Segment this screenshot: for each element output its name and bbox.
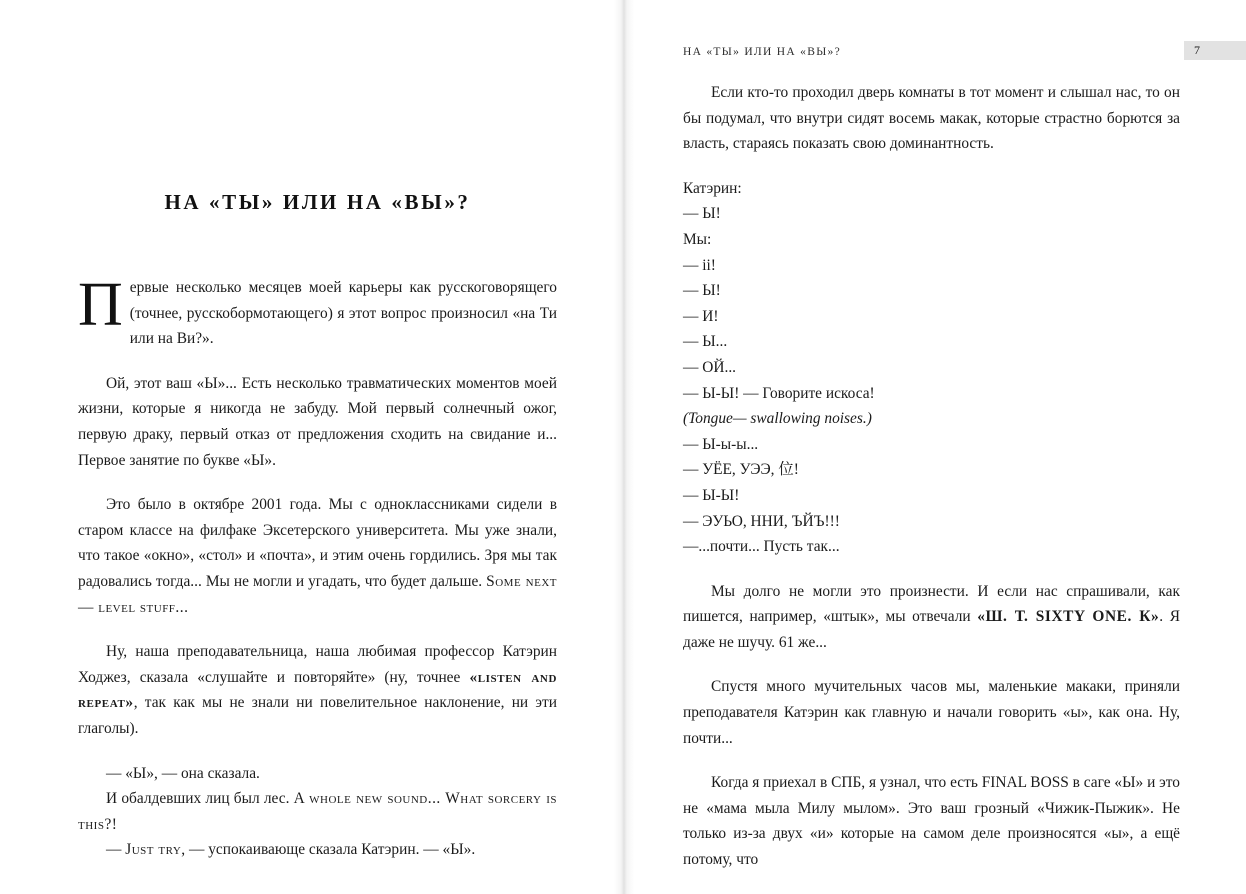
- transcript-line-0: Катэрин:: [683, 179, 742, 197]
- paragraph-r4: Когда я приехал в СПБ, я узнал, что есть FINAL BOSS в саге «Ы» и это не «мама мыла Милу мылом». Это ваш грозный «Чижик-Пыжик». Не только из-за двух «и» которые на самом деле произносятся «ы», а ещё потому, что: [683, 774, 1180, 869]
- dialogue-transcript: [683, 176, 1180, 560]
- right-page-body: [683, 0, 1180, 873]
- paragraph-3-latin: Some next — level stuff...: [78, 572, 557, 616]
- paragraph-4-text-before: Ну, наша преподавательница, наша любимая профессор Катэрин Ходжез, сказала «слушайте и повторяйте» (ну, точнее: [78, 643, 557, 686]
- closing-text: И обалдевших лиц был лес.: [106, 790, 294, 808]
- paragraph-r1: Если кто-то проходил дверь комнаты в тот момент и слышал нас, то он бы подумал, что внутри сидят восемь макак, которые страстно борются за власть, стараясь показать свою доминантность.: [683, 84, 1180, 153]
- transcript-line-14: —...почти... Пусть так...: [683, 538, 840, 556]
- closing-latin: A whole new sound... What sorcery is this?!: [78, 790, 557, 833]
- paragraph-text: ервые несколько месяцев моей карьеры как русскоговорящего (точнее, русскобормотающего) я этот вопрос произносил «на Ти или на Ви?».: [129, 279, 557, 348]
- paragraph-4: [78, 639, 557, 741]
- transcript-line-3: — ii!: [683, 256, 716, 274]
- page-number: 7: [1184, 41, 1246, 60]
- running-head: НА «ТЫ» ИЛИ НА «ВЫ»?: [683, 46, 841, 58]
- paragraph-r3: Спустя много мучительных часов мы, маленькие макаки, приняли преподавателя Катэрин как главную и начали говорить «ы», как она. Ну, почти...: [683, 678, 1180, 747]
- right-page: [623, 0, 1246, 894]
- transcript-line-7: — ОЙ...: [683, 358, 737, 376]
- page-title: НА «ТЫ» ИЛИ НА «ВЫ»?: [164, 190, 471, 214]
- transcript-line-9: (Tongue— swallowing noises.): [683, 410, 872, 428]
- transcript-line-1: — Ы!: [683, 205, 721, 223]
- paragraph-4-text-after: , так как мы не знали ни повелительное наклонение, ни эти глаголы).: [78, 694, 557, 737]
- paragraph-opening: [78, 271, 557, 352]
- transcript-line-5: — И!: [683, 307, 719, 325]
- paragraph-4-latin: «listen and repeat»: [78, 668, 558, 712]
- paragraph-3-text: Это было в октябре 2001 года. Мы с одноклассниками сидели в старом классе на филфаке Эксетерского университета. Мы уже знали, что такое «окно», «стол» и «почта», и этим очень гордились. Зря мы так радовались тогда... Мы не могли и угадать, что будет дальше.: [78, 496, 557, 590]
- transcript-line-4: — Ы!: [683, 282, 721, 300]
- transcript-line-8: — Ы-Ы! — Говорите искоса!: [683, 384, 875, 402]
- dialogue-block: [78, 761, 557, 863]
- dialogue-final: [78, 837, 557, 863]
- transcript-line-13: — ЭУЬО, ННИ, ЪЙЪ!!!: [683, 512, 840, 530]
- paragraph-2: Ой, этот ваш «Ы»... Есть несколько травматических моментов моей жизни, которые я никогда не забуду. Мой первый солнечный ожог, первую драку, первый отказ от предложения сходить на свидание и... Первое занятие по букве «Ы».: [78, 374, 557, 469]
- paragraph-r2-after: . Я даже не шучу. 61 же...: [683, 608, 1180, 651]
- paragraph-r2: [683, 579, 1180, 656]
- transcript-line-6: — Ы...: [683, 333, 728, 351]
- chapter-title-block: [78, 190, 557, 215]
- drop-cap: П: [78, 271, 123, 339]
- final-after: , — успокаивающе сказала Катэрин. — «Ы».: [181, 841, 476, 859]
- dialogue-closing: [78, 786, 557, 837]
- transcript-line-12: — Ы-Ы!: [683, 486, 740, 504]
- final-latin: Just try: [125, 841, 182, 859]
- transcript-line-11: — УЁЕ, УЭЭ, 位!: [683, 461, 799, 479]
- paragraph-r2-before: Мы долго не могли это произнести. И если нас спрашивали, как пишется, например, «штык», мы отвечали: [683, 582, 1180, 626]
- dialogue-line: — «Ы», — она сказала.: [106, 764, 260, 782]
- final-dash: —: [106, 841, 126, 859]
- transcript-line-2: Мы:: [683, 230, 712, 248]
- paragraph-3: [78, 492, 557, 620]
- transcript-line-10: — Ы-ы-ы...: [683, 435, 759, 453]
- paragraph-r2-latin: «Ш. Т. SIXTY ONE. К»: [977, 608, 1160, 626]
